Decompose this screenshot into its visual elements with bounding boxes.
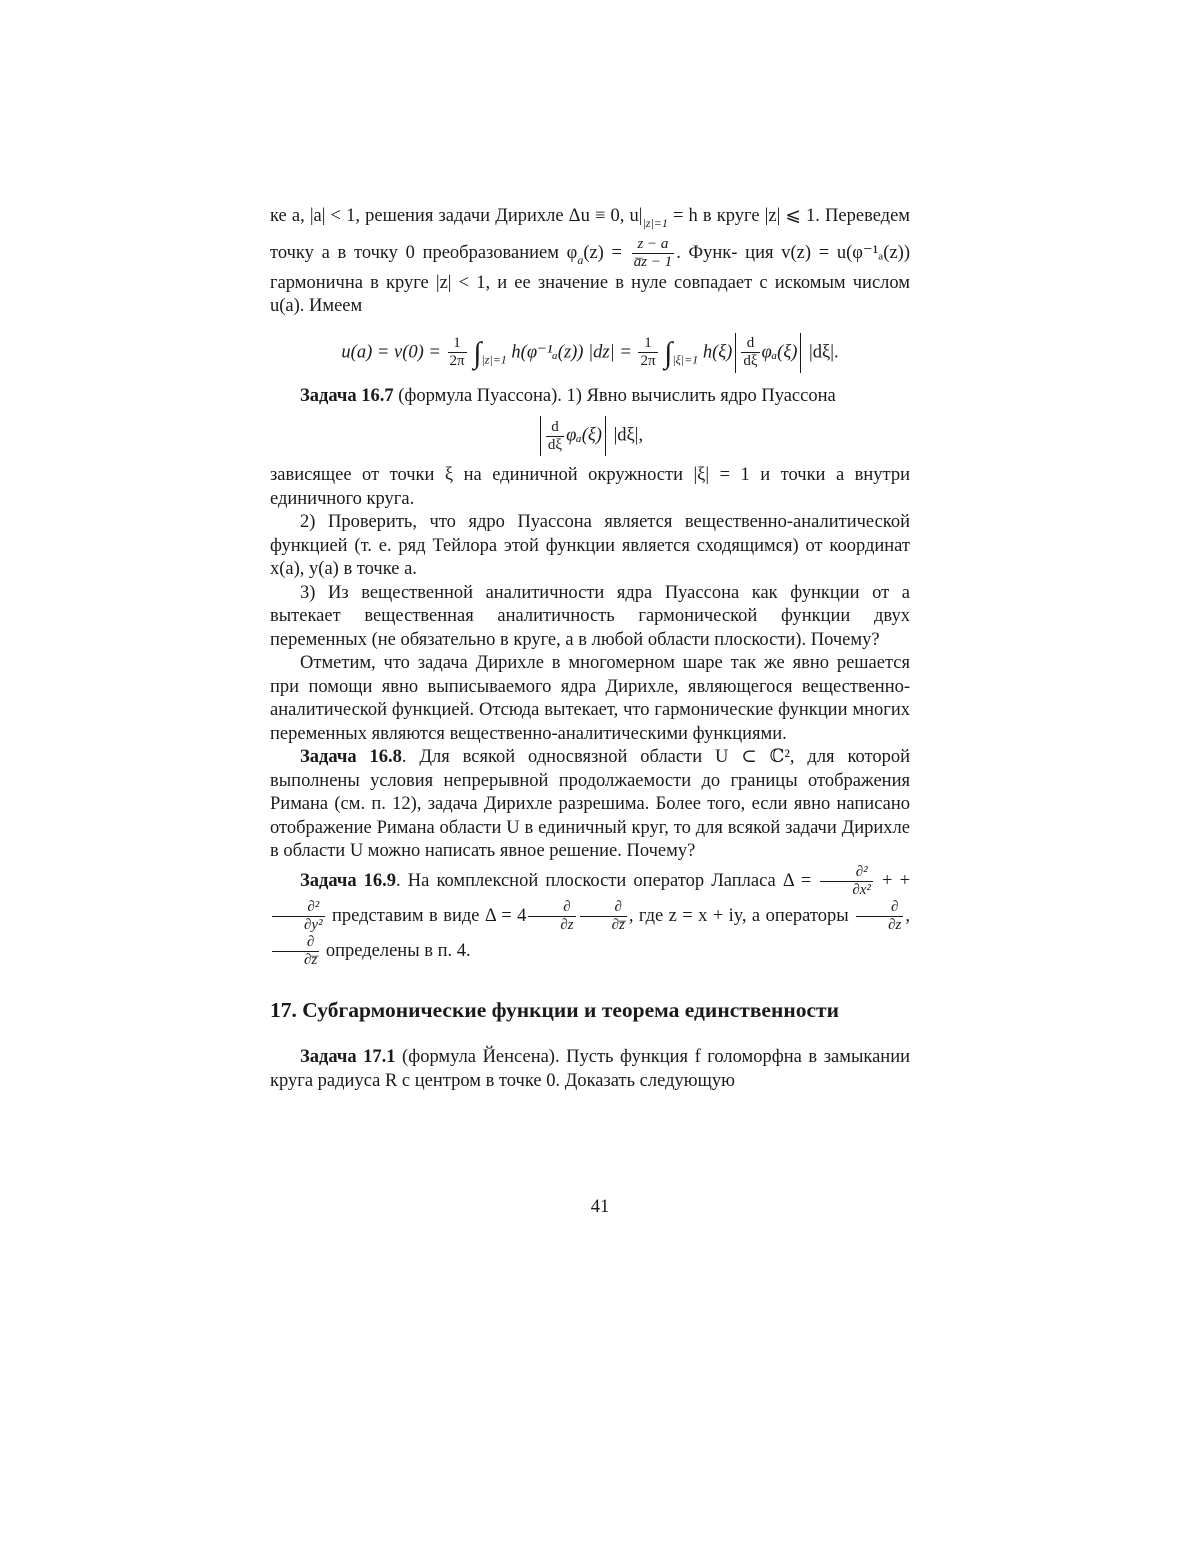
text-line: ке a, |a| < 1, решения задачи Дирихле Δu ≡ 0, u| xyxy=(270,206,643,226)
equation-2: $\frac{d}{d\xi}$ φₐ(ξ) |dξ|, xyxy=(270,416,910,456)
text-line: (z) = xyxy=(583,242,622,263)
task-16-8: Задача 16.8. Для всякой односвязной области U ⊂ ℂ², для которой выполнены условия непрерывной продолжаемости до границы отображения Римана (см. п. 12), задача Дирихле разрешима. Более того, если явно написано отображение Римана области U в единичный круг, то для всякой задачи Дирихле в области U можно написать явное решение. Почему? xyxy=(270,747,910,862)
task-16-9: Задача 16.9. На комплексной плоскости оператор Лапласа Δ = $\frac{\text{∂²}}{\text{∂x²}}$ + + $\frac{\text{∂²}}{\text{∂y²}}$ представим в виде Δ = 4 $\frac{\partial}{\partial z}$ $\frac{\partial}{\partial z̅}$ , где z = x + iy, а операторы $\frac{\partial}{\partial z}$ , $\frac{\partial}{\partial z̅}$ определены в п. 4. xyxy=(270,864,910,969)
task-heading: Задача 16.8 xyxy=(300,747,402,768)
text-line: ция v(z) = u(φ⁻¹ₐ(z)) гармонична в круге |z| < 1, и ее значение в нуле совпадает с искомым числом u(a). Имеем xyxy=(270,242,910,317)
paragraph-intro xyxy=(270,205,910,319)
page-body xyxy=(270,205,910,1093)
task-16-7-part2: 2) Проверить, что ядро Пуассона является вещественно-аналитической функцией (т. е. ряд Тейлора этой функции является сходящимся) от координат x(a), y(a) в точке a. xyxy=(270,512,910,580)
text-line: = h в круге |z| ⩽ 1. xyxy=(667,206,820,226)
task-16-7-cont: зависящее от точки ξ на единичной окружности |ξ| = 1 и точки a внутри единичного круга. xyxy=(270,465,910,509)
integral-sign: ∫ xyxy=(473,336,482,369)
task-heading: Задача 16.9 xyxy=(300,870,397,891)
task-heading: Задача 16.7 xyxy=(300,385,394,406)
task-heading: Задача 17.1 xyxy=(300,1047,396,1068)
text-line: Переведем точку a в точку 0 преобразованием φ xyxy=(270,206,911,263)
task-16-7: Задача 16.7 (формула Пуассона). 1) Явно вычислить ядро Пуассона xyxy=(300,385,836,406)
subscript: |z|=1 xyxy=(642,216,668,230)
remark: Отметим, что задача Дирихле в многомерном шаре так же явно решается при помощи явно выписываемого ядра Дирихле, являющегося вещественно-аналитической функцией. Отсюда вытекает, что гармонические функции многих переменных являются вещественно-аналитическими функциями. xyxy=(270,653,910,744)
text-line: . Функ- xyxy=(676,242,738,263)
equation-1: u(a) = v(0) = $\frac{1}{2\pi}$ $\int_{|z|=1}$ h(φ⁻¹ₐ(z)) |dz| = $\frac{1}{2\pi}$ $\int_{|\xi|=1}$ h(ξ) $\frac{d}{d\xi}$ φₐ(ξ) |dξ|. xyxy=(270,333,910,373)
page-number: 41 xyxy=(590,1197,610,1217)
fraction: $\frac{z - a}{a̅z - 1}$ xyxy=(633,235,673,270)
section-heading: 17. Субгармонические функции и теорема единственности xyxy=(270,997,839,1022)
task-16-7-part3: 3) Из вещественной аналитичности ядра Пуассона как функции от a вытекает вещественная аналитичность гармонической функции двух переменных (не обязательно в круге, а в любой области плоскости). Почему? xyxy=(270,582,910,650)
task-17-1: Задача 17.1 (формула Йенсена). Пусть функция f голоморфна в замыкании круга радиуса R с центром в точке 0. Доказать следующую xyxy=(270,1047,910,1091)
subscript: a xyxy=(577,252,584,267)
integral-sign: ∫ xyxy=(664,336,673,369)
